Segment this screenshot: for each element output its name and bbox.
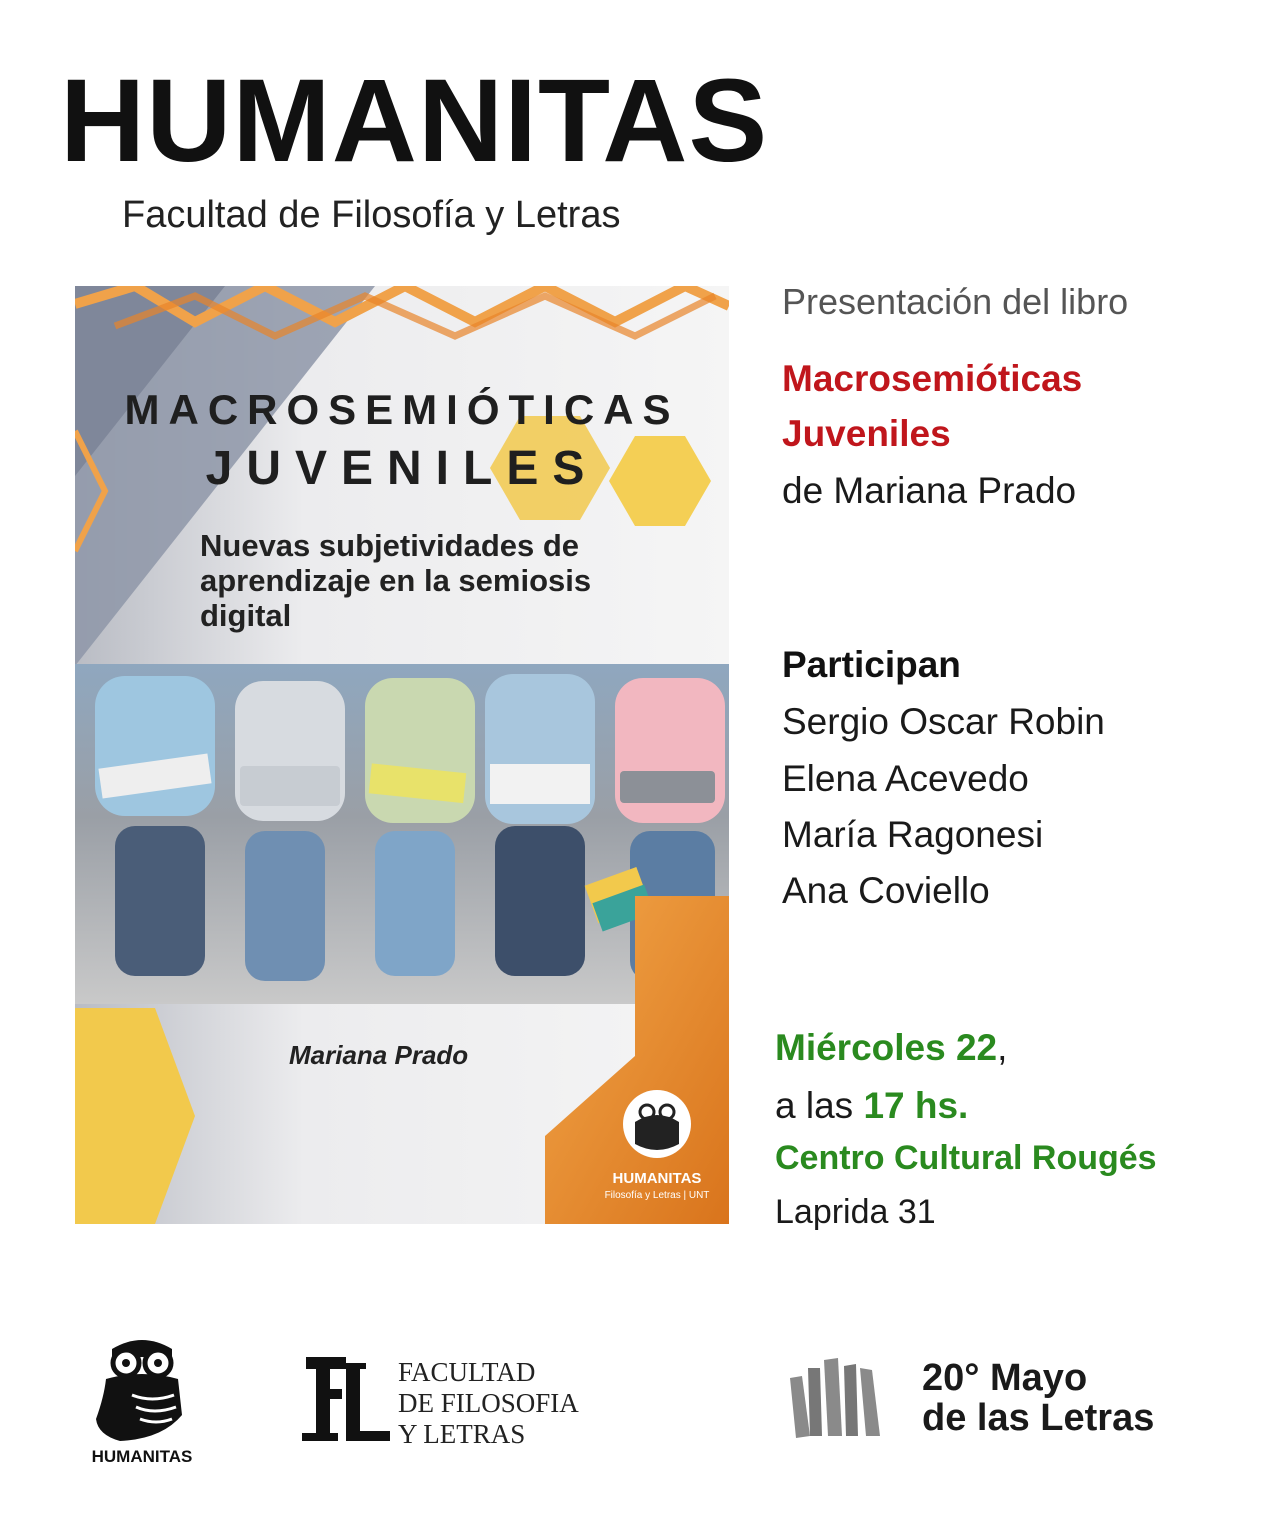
event-time-prefix: a las (775, 1085, 864, 1126)
book-title-line2: Juveniles (782, 413, 951, 454)
participant-name: Ana Coviello (782, 870, 990, 911)
cover-publisher-subtitle: Filosofía y Letras | UNT (604, 1190, 710, 1201)
participant-name: Sergio Oscar Robin (782, 701, 1105, 742)
book-cover (75, 286, 729, 1224)
ffyl-logo-line: DE FILOSOFIA (398, 1388, 579, 1418)
page-subtitle: Facultad de Filosofía y Letras (122, 194, 621, 236)
owl-logo-icon (92, 1335, 192, 1445)
ffyl-logo-text (398, 1357, 579, 1450)
ffyl-logo-line: FACULTAD (398, 1357, 536, 1387)
cover-title-line2: JUVENILES (205, 442, 599, 495)
mayo-logo-line: 20° Mayo (922, 1357, 1088, 1399)
book-author: de Mariana Prado (782, 470, 1077, 511)
cover-author: Mariana Prado (289, 1040, 469, 1070)
ffyl-monogram-icon (300, 1353, 392, 1445)
cover-title-line1: MACROSEMIÓTICAS (124, 386, 680, 433)
intro-text: Presentación del libro (782, 281, 1129, 322)
event-time (775, 1085, 968, 1127)
mayo-logo-text (922, 1358, 1154, 1438)
books-logo-icon (786, 1356, 886, 1438)
event-venue: Centro Cultural Rougés (775, 1139, 1157, 1177)
book-title-line1: Macrosemióticas (782, 358, 1083, 399)
participant-name: Elena Acevedo (782, 758, 1029, 799)
event-date-separator: , (997, 1027, 1008, 1068)
event-date-day: Miércoles 22 (775, 1027, 998, 1068)
mayo-logo-line: de las Letras (922, 1397, 1155, 1439)
ffyl-logo-line: Y LETRAS (398, 1419, 526, 1449)
event-date (775, 1027, 1007, 1069)
cover-publisher-name: HUMANITAS (612, 1170, 702, 1187)
participant-name: María Ragonesi (782, 814, 1044, 855)
event-time-hour: 17 hs. (863, 1085, 969, 1126)
humanitas-logo-label: HUMANITAS (91, 1447, 193, 1466)
page-title: HUMANITAS (60, 55, 769, 187)
cover-subtitle: Nuevas subjetividades de aprendizaje en la semiosis digital (200, 528, 592, 633)
participants-heading: Participan (782, 644, 961, 685)
event-address: Laprida 31 (775, 1193, 936, 1231)
